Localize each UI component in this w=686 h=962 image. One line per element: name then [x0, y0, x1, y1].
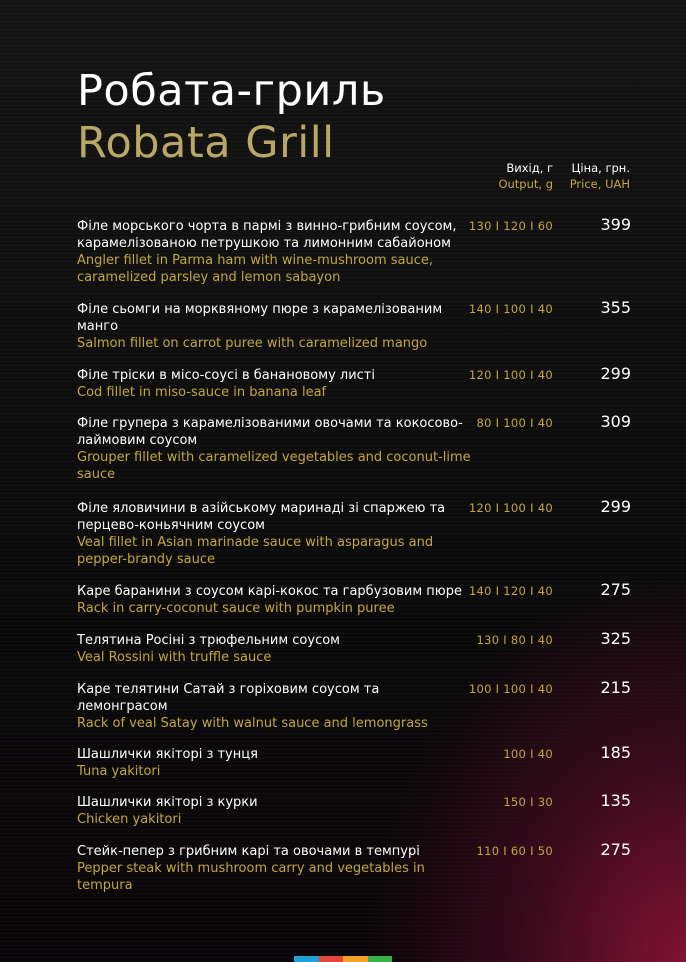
menu-item	[77, 497, 637, 568]
menu-item	[77, 412, 637, 483]
title-en: Robata Grill	[77, 118, 335, 168]
item-price: 309	[600, 412, 631, 431]
item-weight: 150 I 30	[503, 795, 553, 809]
item-name-en: Angler fillet in Parma ham with wine-mushroom sauce, caramelized parsley and lemon sabayon	[77, 253, 434, 285]
item-weight: 100 I 40	[503, 747, 553, 761]
item-name-en: Salmon fillet on carrot puree with caramelized mango	[77, 336, 428, 351]
item-name-en: Rack of veal Satay with walnut sauce and lemongrass	[77, 716, 428, 731]
item-name-en: Veal fillet in Asian marinade sauce with asparagus and pepper-brandy sauce	[77, 535, 434, 567]
item-price: 299	[600, 497, 631, 516]
color-strip-segment	[343, 956, 368, 962]
item-weight: 130 I 120 I 60	[468, 219, 553, 233]
color-strip	[294, 956, 392, 962]
item-name-ua: Філе яловичини в азійському маринаді зі спаржею та перцево-коньячним соусом	[77, 501, 446, 533]
item-weight: 100 I 100 I 40	[468, 682, 553, 696]
weight-column-header	[498, 160, 553, 192]
menu-item	[77, 629, 637, 666]
weight-label-en: Output, g	[498, 177, 553, 191]
item-weight: 110 I 60 I 50	[476, 844, 553, 858]
color-strip-segment	[319, 956, 344, 962]
item-price: 399	[600, 215, 631, 234]
item-name-en: Rack in carry-coconut sauce with pumpkin puree	[77, 601, 395, 616]
item-name-en: Veal Rossini with truffle sauce	[77, 650, 272, 665]
item-name-en: Pepper steak with mushroom carry and vegetables in tempura	[77, 861, 425, 893]
menu-item	[77, 743, 637, 780]
item-price: 185	[600, 743, 631, 762]
item-weight: 140 I 120 I 40	[468, 584, 553, 598]
menu-item	[77, 215, 637, 286]
item-name-ua: Телятина Росіні з трюфельним соусом	[77, 633, 340, 648]
item-weight: 120 I 100 I 40	[468, 368, 553, 382]
price-column-header	[570, 160, 630, 192]
item-price: 135	[600, 791, 631, 810]
item-name-ua: Філе групера з карамелізованими овочами та кокосово-лаймовим соусом	[77, 416, 463, 448]
price-label-ua: Ціна, грн.	[571, 161, 630, 175]
price-label-en: Price, UAH	[569, 177, 630, 191]
menu-item	[77, 580, 637, 617]
color-strip-segment	[368, 956, 393, 962]
menu-item	[77, 298, 637, 352]
menu-item	[77, 791, 637, 828]
item-price: 215	[600, 678, 631, 697]
item-weight: 130 I 80 I 40	[476, 633, 553, 647]
item-name-ua: Філе морського чорта в пармі з винно-грибним соусом, карамелізованою петрушкою та лимонним сабайоном	[77, 219, 457, 251]
menu-item	[77, 364, 637, 401]
menu-item	[77, 678, 637, 732]
item-weight: 140 I 100 I 40	[468, 302, 553, 316]
weight-label-ua: Вихід, г	[506, 161, 553, 175]
item-name-en: Chicken yakitori	[77, 812, 182, 827]
item-name-ua: Шашлички якіторі з курки	[77, 795, 258, 810]
item-weight: 120 I 100 I 40	[468, 501, 553, 515]
item-name-en: Grouper fillet with caramelized vegetables and coconut-lime sauce	[77, 450, 471, 482]
item-name-ua: Каре баранини з соусом карі-кокос та гарбузовим пюре	[77, 584, 462, 599]
item-name-en: Cod fillet in miso-sauce in banana leaf	[77, 385, 327, 400]
item-name-ua: Шашлички якіторі з тунця	[77, 747, 258, 762]
item-name-ua: Філе тріски в місо-соусі в банановому листі	[77, 368, 375, 383]
item-name-ua: Філе сьомги на морквяному пюре з карамелізованим манго	[77, 302, 443, 334]
title-ua: Робата-гриль	[77, 66, 386, 116]
item-name-ua: Стейк-пепер з грибним карі та овочами в темпурі	[77, 844, 420, 859]
item-price: 299	[600, 364, 631, 383]
item-price: 355	[600, 298, 631, 317]
item-weight: 80 I 100 I 40	[476, 416, 553, 430]
menu-item	[77, 840, 637, 894]
color-strip-segment	[294, 956, 319, 962]
item-name-ua: Каре телятини Сатай з горіховим соусом та лемонграсом	[77, 682, 380, 714]
item-price: 275	[600, 580, 631, 599]
item-name-en: Tuna yakitori	[77, 764, 161, 779]
item-price: 275	[600, 840, 631, 859]
item-price: 325	[600, 629, 631, 648]
